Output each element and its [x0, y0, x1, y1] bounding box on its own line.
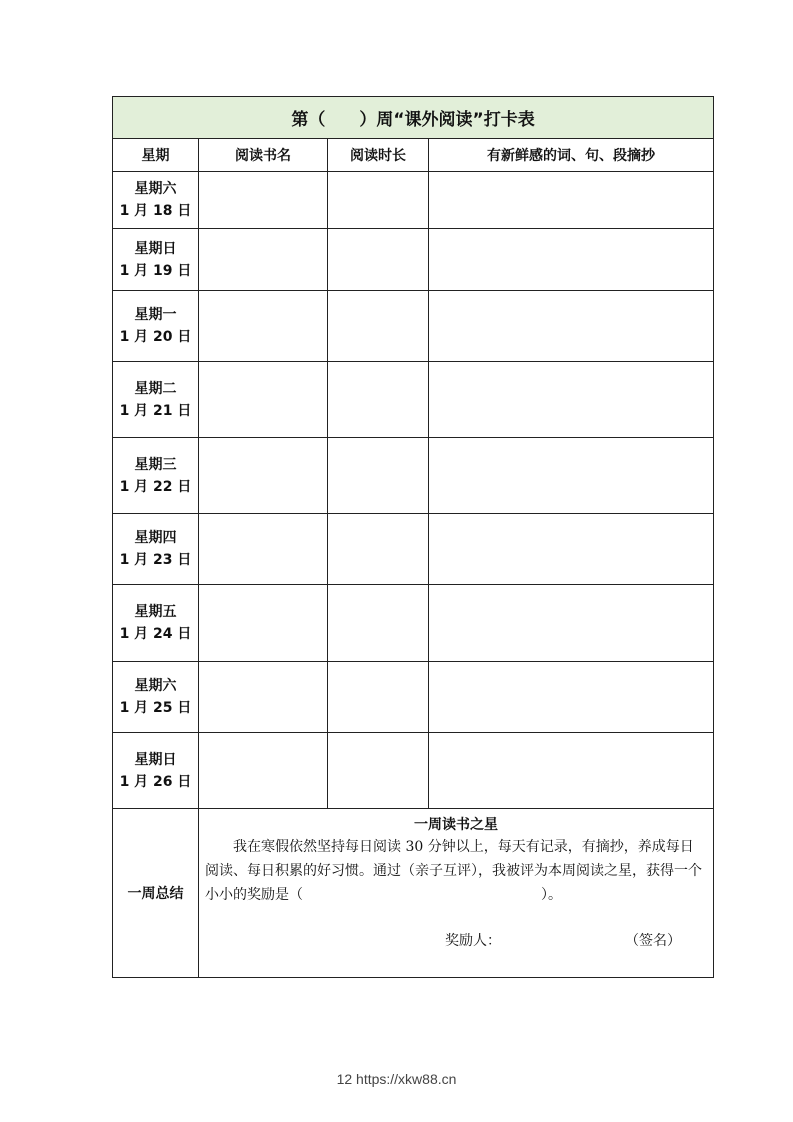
table-row — [113, 733, 714, 809]
table-row — [113, 662, 714, 733]
summary-cell — [199, 809, 714, 978]
date: 1 月 20 日 — [119, 329, 192, 345]
column-header-duration: 阅读时长 — [328, 139, 429, 172]
checkin-table — [112, 96, 714, 978]
weekday: 星期四 — [134, 530, 177, 546]
day-cell — [113, 438, 199, 514]
summary-row — [113, 809, 714, 978]
weekday: 星期六 — [134, 678, 177, 694]
weekday: 星期日 — [134, 240, 177, 257]
excerpt-cell[interactable] — [429, 362, 714, 438]
weekday: 星期三 — [134, 456, 177, 473]
weekday: 星期一 — [134, 307, 177, 323]
column-header-excerpt: 有新鲜感的词、句、段摘抄 — [429, 139, 714, 172]
table-row — [113, 172, 714, 229]
excerpt-cell[interactable] — [429, 438, 714, 514]
table-title: 第（ ）周“课外阅读”打卡表 — [113, 97, 714, 139]
signature-label: （签名） — [625, 933, 681, 949]
duration-cell[interactable] — [328, 585, 429, 662]
date: 1 月 24 日 — [119, 626, 192, 642]
duration-cell[interactable] — [328, 438, 429, 514]
signature-line — [205, 929, 707, 953]
excerpt-cell[interactable] — [429, 662, 714, 733]
duration-cell[interactable] — [328, 172, 429, 229]
day-cell — [113, 514, 199, 585]
date: 1 月 18 日 — [119, 203, 192, 219]
day-cell — [113, 291, 199, 362]
duration-cell[interactable] — [328, 662, 429, 733]
table-row — [113, 585, 714, 662]
table-row — [113, 438, 714, 514]
duration-cell[interactable] — [328, 514, 429, 585]
table-row — [113, 229, 714, 291]
star-title: 一周读书之星 — [414, 817, 499, 833]
table-row — [113, 291, 714, 362]
day-cell — [113, 585, 199, 662]
book-cell[interactable] — [199, 229, 328, 291]
date: 1 月 21 日 — [119, 402, 192, 419]
weekday: 星期五 — [134, 604, 177, 620]
date: 1 月 19 日 — [119, 262, 192, 279]
duration-cell[interactable] — [328, 733, 429, 809]
page-footer: 12 https://xkw88.cn — [336, 1071, 457, 1087]
excerpt-cell[interactable] — [429, 291, 714, 362]
book-cell[interactable] — [199, 172, 328, 229]
book-cell[interactable] — [199, 438, 328, 514]
excerpt-cell[interactable] — [429, 585, 714, 662]
duration-cell[interactable] — [328, 229, 429, 291]
weekday: 星期六 — [134, 181, 177, 197]
book-cell[interactable] — [199, 514, 328, 585]
excerpt-cell[interactable] — [429, 172, 714, 229]
table-row — [113, 362, 714, 438]
table-row — [113, 514, 714, 585]
day-cell — [113, 733, 199, 809]
book-cell[interactable] — [199, 733, 328, 809]
duration-cell[interactable] — [328, 291, 429, 362]
day-cell — [113, 172, 199, 229]
book-cell[interactable] — [199, 291, 328, 362]
date: 1 月 25 日 — [119, 700, 192, 716]
date: 1 月 22 日 — [119, 478, 192, 495]
reading-checkin-sheet — [112, 96, 713, 978]
date: 1 月 23 日 — [119, 552, 192, 568]
excerpt-cell[interactable] — [429, 229, 714, 291]
summary-label: 一周总结 — [113, 809, 199, 978]
column-header-weekday: 星期 — [113, 139, 199, 172]
book-cell[interactable] — [199, 362, 328, 438]
summary-text: 我在寒假依然坚持每日阅读 30 分钟以上，每天有记录，有摘抄，养成每日阅读、每日积累的好习惯。通过（亲子互评），我被评为本周阅读之星，获得一个小小的奖励是（ ）。 — [205, 839, 702, 903]
book-cell[interactable] — [199, 662, 328, 733]
day-cell — [113, 662, 199, 733]
column-header-book: 阅读书名 — [199, 139, 328, 172]
excerpt-cell[interactable] — [429, 733, 714, 809]
day-cell — [113, 229, 199, 291]
duration-cell[interactable] — [328, 362, 429, 438]
excerpt-cell[interactable] — [429, 514, 714, 585]
awarder-label: 奖励人： — [445, 933, 501, 949]
weekday: 星期二 — [134, 380, 177, 397]
day-cell — [113, 362, 199, 438]
book-cell[interactable] — [199, 585, 328, 662]
weekday: 星期日 — [134, 751, 177, 768]
date: 1 月 26 日 — [119, 773, 192, 790]
